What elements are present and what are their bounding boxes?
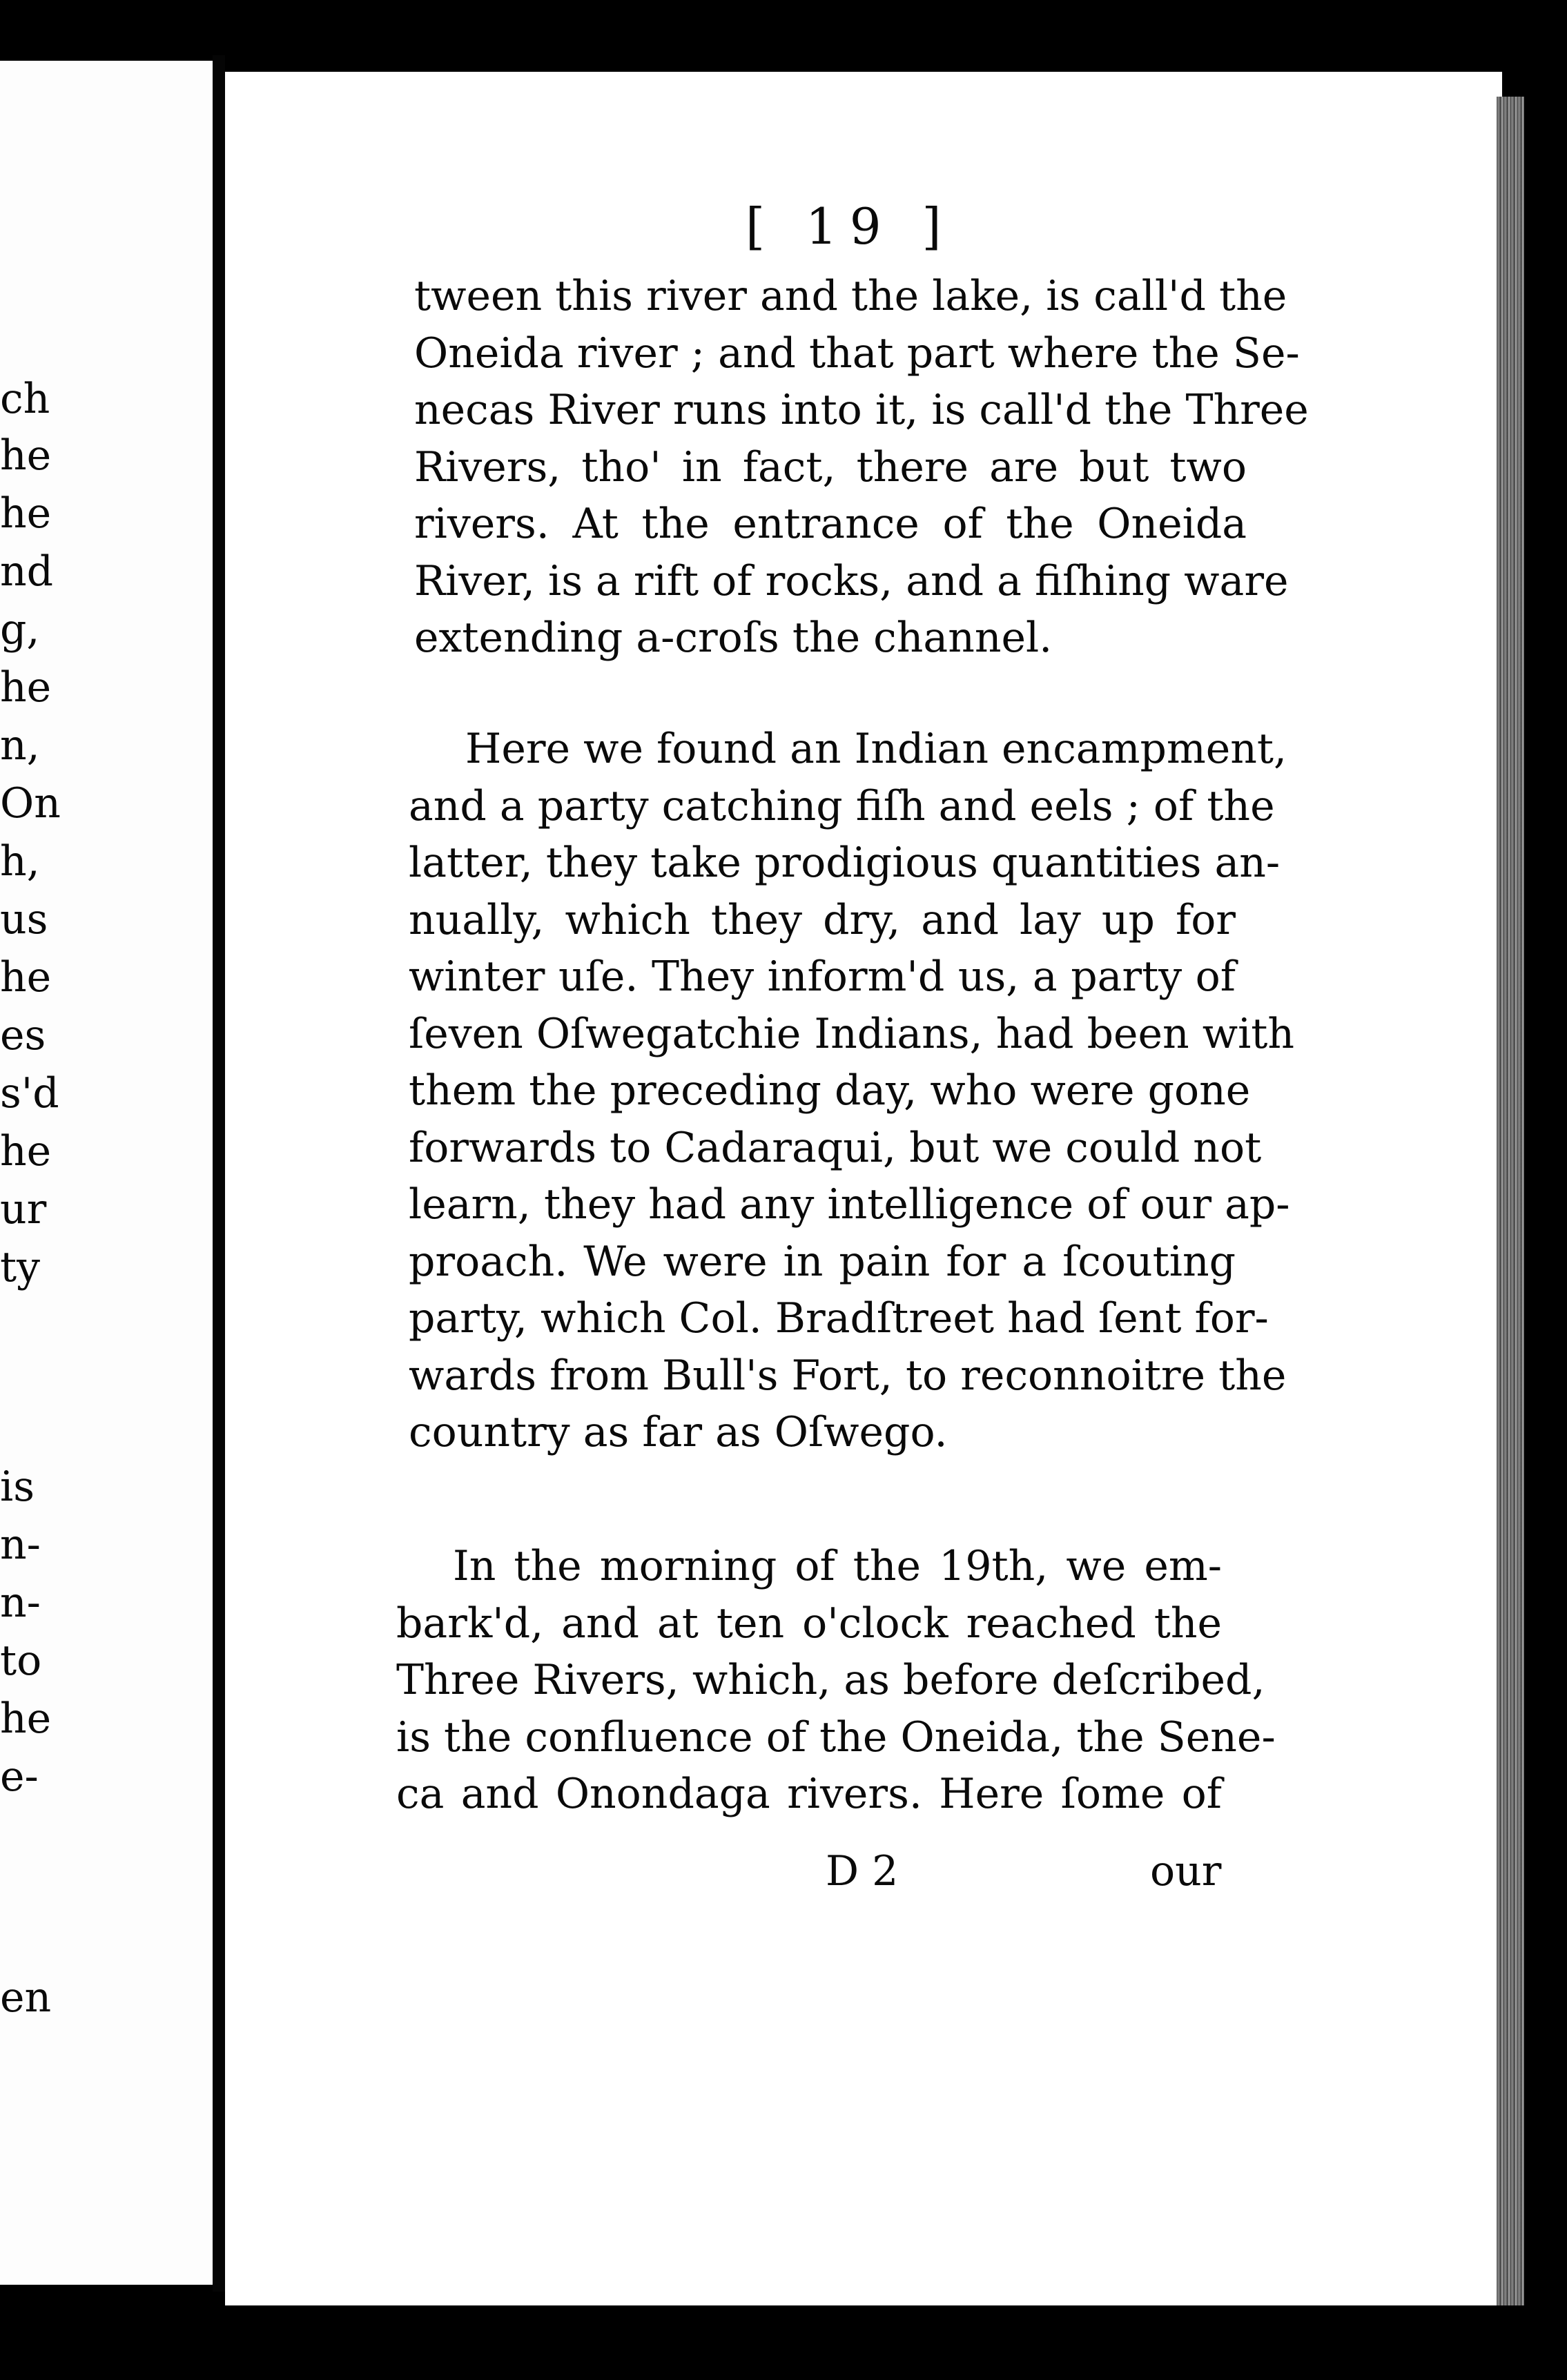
left-line-fragment: to xyxy=(0,1637,42,1685)
text-line: party, which Col. Bradſtreet had ſent for- xyxy=(409,1294,1269,1343)
left-line-fragment: ch xyxy=(0,375,50,423)
page-edge-stack xyxy=(1497,97,1524,2305)
text-line: forwards to Cadaraqui, but we could not xyxy=(409,1123,1262,1172)
left-page-fragment xyxy=(0,61,217,2285)
text-line: ca and Onondaga rivers. Here ſome of xyxy=(396,1770,1222,1818)
text-line: rivers. At the entrance of the Oneida xyxy=(414,500,1247,548)
text-line: winter uſe. They inform'd us, a party of xyxy=(409,953,1236,1001)
left-line-fragment: he xyxy=(0,1127,52,1176)
paragraph-2 xyxy=(409,721,1295,1461)
text-line: Three Rivers, which, as before deſcribed, xyxy=(396,1656,1265,1704)
text-line: them the preceding day, who were gone xyxy=(409,1066,1251,1115)
text-line: Rivers, tho' in fact, there are but two xyxy=(414,442,1247,491)
left-line-fragment: he xyxy=(0,1695,52,1743)
left-line-fragment: h, xyxy=(0,837,40,886)
text-line: tween this river and the lake, is call'd the xyxy=(414,272,1287,320)
left-line-fragment: en xyxy=(0,1973,52,2022)
text-line: ſeven Oſwegatchie Indians, had been with xyxy=(409,1009,1295,1058)
text-line: learn, they had any intelligence of our ap- xyxy=(409,1180,1290,1229)
left-line-fragment: e- xyxy=(0,1753,39,1801)
paragraph-1 xyxy=(414,268,1309,667)
left-line-fragment: nd xyxy=(0,547,54,596)
signature-mark: D 2 xyxy=(826,1847,899,1895)
catchword: our xyxy=(1150,1847,1222,1895)
left-line-fragment: ty xyxy=(0,1243,41,1291)
left-line-fragment: ur xyxy=(0,1185,47,1233)
left-line-fragment: es xyxy=(0,1011,46,1060)
text-line: extending a-croſs the channel. xyxy=(414,614,1053,662)
left-line-fragment: he xyxy=(0,489,52,538)
text-line: Oneida river ; and that part where the Se- xyxy=(414,329,1300,378)
text-line: proach. We were in pain for a ſcouting xyxy=(409,1237,1236,1286)
text-line: bark'd, and at ten o'clock reached the xyxy=(396,1599,1222,1648)
page-gutter xyxy=(213,55,225,2292)
text-line: In the morning of the 19th, we em- xyxy=(453,1542,1222,1590)
text-line: necas River runs into it, is call'd the Three xyxy=(414,386,1309,434)
left-line-fragment: he xyxy=(0,431,52,480)
text-line: is the confluence of the Oneida, the Sene- xyxy=(396,1713,1276,1762)
left-line-fragment: is xyxy=(0,1463,35,1511)
text-line: country as far as Oſwego. xyxy=(409,1408,948,1456)
left-line-fragment: g, xyxy=(0,605,40,654)
text-line: wards from Bull's Fort, to reconnoitre the xyxy=(409,1351,1287,1400)
text-line: and a party catching fiſh and eels ; of the xyxy=(409,781,1275,830)
left-line-fragment: s'd xyxy=(0,1069,59,1118)
text-line: latter, they take prodigious quantities an- xyxy=(409,839,1281,887)
left-line-fragment: n- xyxy=(0,1579,41,1627)
left-line-fragment: n, xyxy=(0,721,40,770)
text-line: nually, which they dry, and lay up for xyxy=(409,895,1236,944)
paragraph-3 xyxy=(396,1538,1276,1823)
text-line: River, is a rift of rocks, and a fiſhing ware xyxy=(414,556,1289,605)
text-line: Here we found an Indian encampment, xyxy=(465,725,1287,773)
left-line-fragment: n- xyxy=(0,1521,41,1569)
left-line-fragment: us xyxy=(0,895,48,944)
left-line-fragment: he xyxy=(0,953,52,1002)
left-line-fragment: he xyxy=(0,663,52,712)
page-number-header: [ 19 ] xyxy=(746,197,954,255)
left-line-fragment: On xyxy=(0,779,61,828)
